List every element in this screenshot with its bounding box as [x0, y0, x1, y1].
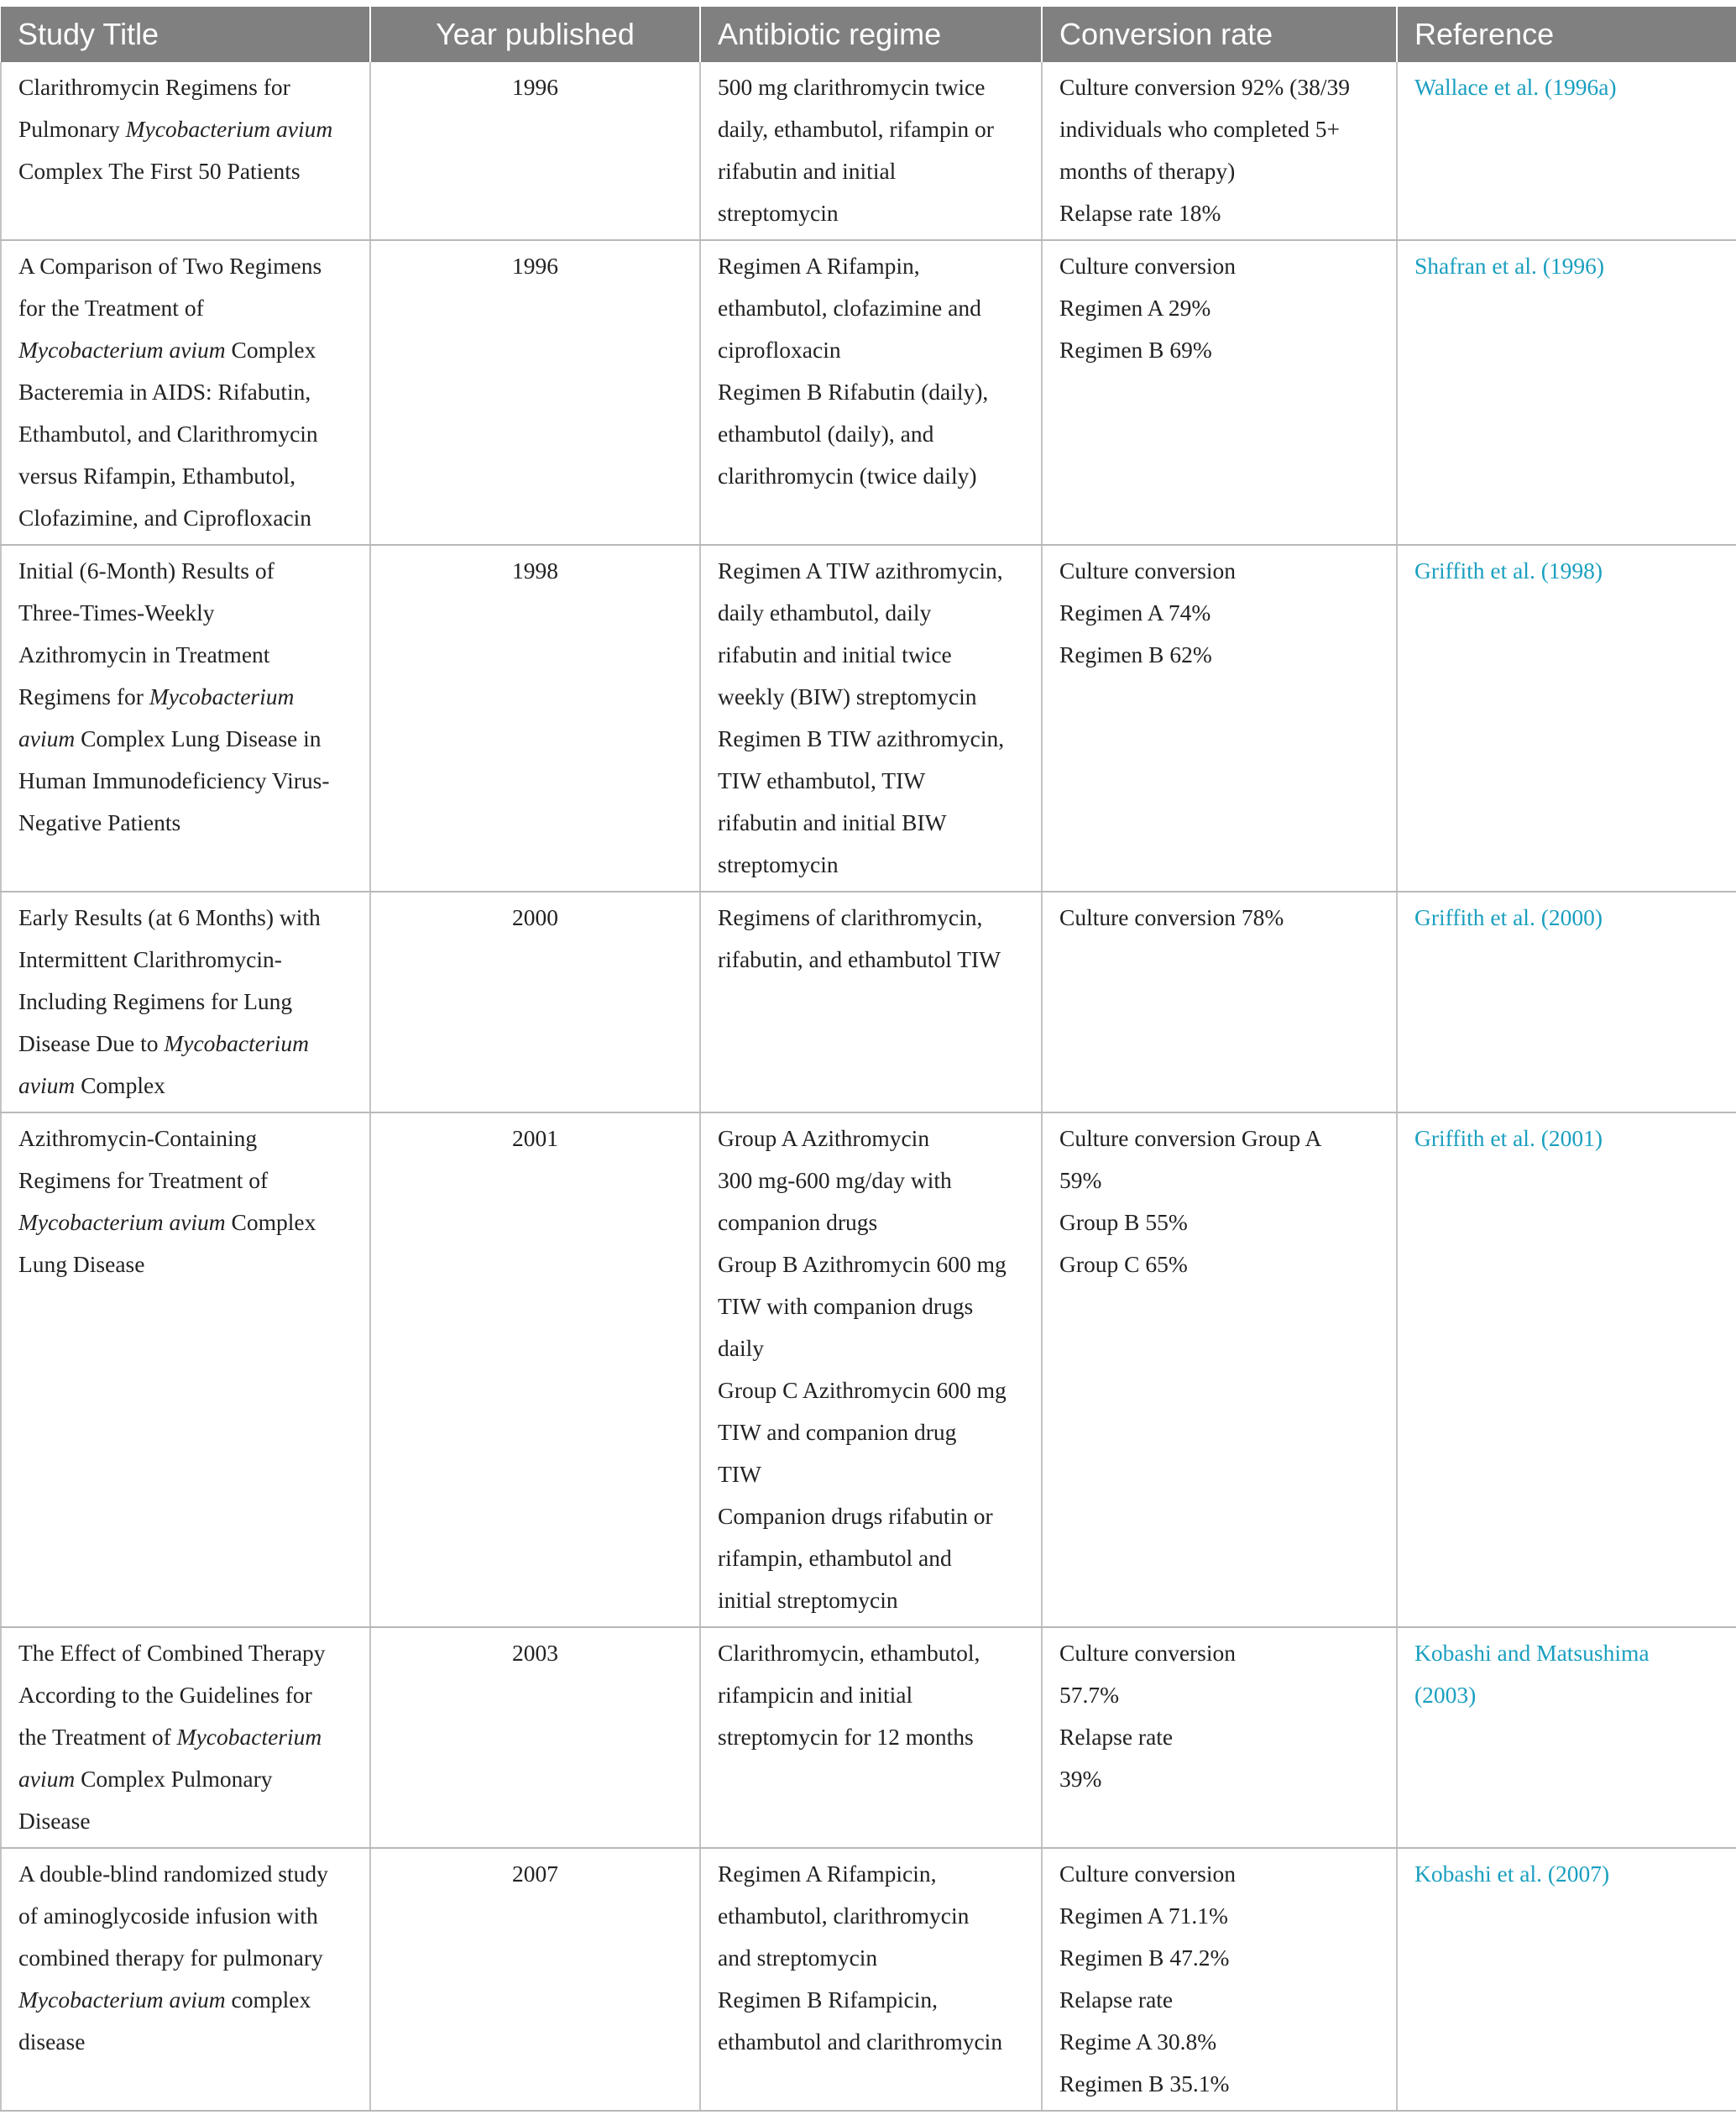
reference-link[interactable]	[1414, 1118, 1719, 1159]
cell-year-published: 1998	[370, 545, 700, 892]
cell-year-published: 2001	[370, 1112, 700, 1627]
conversion-line: Culture conversion 78%	[1059, 904, 1284, 930]
title-line: for the Treatment of	[18, 295, 204, 321]
title-line: Ethambutol, and Clarithromycin	[18, 421, 318, 447]
regime-line: daily	[718, 1335, 764, 1361]
cell-conversion-rate	[1042, 62, 1397, 240]
reference-link[interactable]	[1414, 1853, 1719, 1895]
regime-line: and streptomycin	[718, 1945, 878, 1971]
header-conversion-rate: Conversion rate	[1042, 7, 1397, 62]
header-year-published: Year published	[370, 7, 700, 62]
cell-study-title	[1, 1627, 370, 1848]
title-line: avium Complex Pulmonary	[18, 1766, 273, 1792]
regime-line: Companion drugs rifabutin or	[718, 1503, 993, 1529]
title-line: Regimens for Treatment of	[18, 1167, 269, 1193]
title-line: Mycobacterium avium complex	[18, 1987, 311, 2013]
regime-line: Regimen A TIW azithromycin,	[718, 557, 1003, 584]
title-line: Clarithromycin Regimens for	[18, 74, 290, 100]
header-antibiotic-regime: Antibiotic regime	[700, 7, 1042, 62]
title-line: Human Immunodeficiency Virus-	[18, 767, 330, 793]
conversion-line: Relapse rate 18%	[1059, 200, 1221, 226]
cell-reference	[1397, 62, 1736, 240]
cell-reference	[1397, 545, 1736, 892]
title-line: Disease	[18, 1808, 91, 1834]
title-line: The Effect of Combined Therapy	[18, 1640, 326, 1666]
conversion-line: Regimen A 74%	[1059, 599, 1211, 626]
regime-line: TIW with companion drugs	[718, 1293, 974, 1319]
conversion-line: Culture conversion 92% (38/39	[1059, 74, 1350, 100]
cell-antibiotic-regime	[700, 1627, 1042, 1848]
regime-line: ethambutol, clofazimine and	[718, 295, 981, 321]
reference-line: Griffith et al. (1998)	[1414, 557, 1603, 584]
regime-line: Regimen B Rifampicin,	[718, 1987, 938, 2013]
title-line: disease	[18, 2028, 86, 2055]
conversion-line: Culture conversion	[1059, 557, 1237, 584]
regime-line: Group C Azithromycin 600 mg	[718, 1377, 1007, 1403]
regime-line: rifampicin and initial	[718, 1682, 913, 1708]
regime-line: ethambutol, clarithromycin	[718, 1903, 970, 1929]
title-line: A double-blind randomized study	[18, 1861, 328, 1887]
regime-line: Clarithromycin, ethambutol,	[718, 1640, 980, 1666]
conversion-line: Regimen A 29%	[1059, 295, 1211, 321]
title-line: According to the Guidelines for	[18, 1682, 312, 1708]
regime-line: ethambutol (daily), and	[718, 421, 934, 447]
title-line: Pulmonary Mycobacterium avium	[18, 116, 333, 142]
table-row	[1, 1627, 1736, 1848]
reference-line: Kobashi et al. (2007)	[1414, 1861, 1610, 1887]
cell-study-title	[1, 1848, 370, 2111]
title-line: Including Regimens for Lung	[18, 988, 293, 1014]
title-line: Initial (6-Month) Results of	[18, 557, 275, 584]
table-header	[1, 7, 1736, 62]
reference-link[interactable]	[1414, 550, 1719, 592]
regime-line: streptomycin for 12 months	[718, 1724, 974, 1750]
conversion-line: Group B 55%	[1059, 1209, 1188, 1235]
reference-line: Shafran et al. (1996)	[1414, 253, 1605, 279]
regime-line: companion drugs	[718, 1209, 878, 1235]
title-line: combined therapy for pulmonary	[18, 1945, 323, 1971]
cell-study-title	[1, 1112, 370, 1627]
conversion-line: Regimen B 62%	[1059, 641, 1212, 667]
regime-line: Regimen A Rifampicin,	[718, 1861, 937, 1887]
title-line: Azithromycin-Containing	[18, 1125, 258, 1151]
conversion-line: Regimen B 69%	[1059, 337, 1212, 363]
conversion-line: Regime A 30.8%	[1059, 2028, 1217, 2055]
cell-conversion-rate	[1042, 1112, 1397, 1627]
table-row	[1, 545, 1736, 892]
regime-line: weekly (BIW) streptomycin	[718, 683, 977, 709]
regime-line: TIW	[718, 1461, 761, 1487]
cell-year-published: 1996	[370, 62, 700, 240]
conversion-line: Culture conversion	[1059, 253, 1237, 279]
conversion-line: individuals who completed 5+	[1059, 116, 1341, 142]
regime-line: Regimens of clarithromycin,	[718, 904, 983, 930]
cell-conversion-rate	[1042, 240, 1397, 545]
cell-antibiotic-regime	[700, 1848, 1042, 2111]
cell-conversion-rate	[1042, 892, 1397, 1112]
regime-line: streptomycin	[718, 851, 839, 877]
regime-line: Group B Azithromycin 600 mg	[718, 1251, 1007, 1277]
regime-line: clarithromycin (twice daily)	[718, 463, 977, 489]
regime-line: TIW ethambutol, TIW	[718, 767, 926, 793]
regime-line: rifabutin and initial twice	[718, 641, 952, 667]
header-study-title: Study Title	[1, 7, 370, 62]
regime-line: TIW and companion drug	[718, 1419, 957, 1445]
regime-line: daily ethambutol, daily	[718, 599, 932, 626]
cell-antibiotic-regime	[700, 1112, 1042, 1627]
cell-study-title	[1, 240, 370, 545]
table-row	[1, 892, 1736, 1112]
regime-line: Regimen B TIW azithromycin,	[718, 725, 1005, 751]
table-body	[1, 62, 1736, 2111]
regime-line: rifabutin and initial	[718, 158, 897, 184]
conversion-line: 57.7%	[1059, 1682, 1120, 1708]
regime-line: ethambutol and clarithromycin	[718, 2028, 1003, 2055]
cell-conversion-rate	[1042, 1627, 1397, 1848]
title-line: Complex The First 50 Patients	[18, 158, 301, 184]
regime-line: rifabutin, and ethambutol TIW	[718, 946, 1001, 972]
regime-line: rifabutin and initial BIW	[718, 809, 947, 835]
reference-line: Griffith et al. (2001)	[1414, 1125, 1603, 1151]
reference-line: Wallace et al. (1996a)	[1414, 74, 1617, 100]
conversion-line: Regimen B 35.1%	[1059, 2070, 1230, 2096]
reference-line: Griffith et al. (2000)	[1414, 904, 1603, 930]
cell-antibiotic-regime	[700, 62, 1042, 240]
regime-line: rifampin, ethambutol and	[718, 1545, 952, 1571]
title-line: Intermittent Clarithromycin-	[18, 946, 282, 972]
table-row	[1, 1112, 1736, 1627]
reference-link[interactable]	[1414, 245, 1719, 287]
regime-line: Regimen B Rifabutin (daily),	[718, 379, 989, 405]
cell-conversion-rate	[1042, 1848, 1397, 2111]
table-row	[1, 1848, 1736, 2111]
title-line: Three-Times-Weekly	[18, 599, 215, 626]
conversion-line: months of therapy)	[1059, 158, 1236, 184]
title-line: of aminoglycoside infusion with	[18, 1903, 318, 1929]
title-line: versus Rifampin, Ethambutol,	[18, 463, 295, 489]
reference-link[interactable]	[1414, 1632, 1719, 1716]
conversion-line: Relapse rate	[1059, 1987, 1174, 2013]
regime-line: initial streptomycin	[718, 1587, 898, 1613]
title-line: Mycobacterium avium Complex	[18, 1209, 316, 1235]
reference-link[interactable]	[1414, 66, 1719, 108]
cell-year-published: 2000	[370, 892, 700, 1112]
title-line: A Comparison of Two Regimens	[18, 253, 322, 279]
regime-line: 300 mg-600 mg/day with	[718, 1167, 952, 1193]
cell-reference	[1397, 1112, 1736, 1627]
cell-year-published: 2003	[370, 1627, 700, 1848]
studies-table	[0, 7, 1736, 2112]
regime-line: Group A Azithromycin	[718, 1125, 930, 1151]
cell-antibiotic-regime	[700, 545, 1042, 892]
cell-study-title	[1, 62, 370, 240]
cell-reference	[1397, 892, 1736, 1112]
cell-reference	[1397, 1848, 1736, 2111]
title-line: Bacteremia in AIDS: Rifabutin,	[18, 379, 311, 405]
reference-line: Kobashi and Matsushima	[1414, 1640, 1650, 1666]
table-row	[1, 62, 1736, 240]
conversion-line: 59%	[1059, 1167, 1102, 1193]
title-line: Early Results (at 6 Months) with	[18, 904, 321, 930]
title-line: Negative Patients	[18, 809, 181, 835]
cell-study-title	[1, 892, 370, 1112]
conversion-line: Relapse rate	[1059, 1724, 1174, 1750]
title-line: avium Complex	[18, 1072, 165, 1098]
regime-line: ciprofloxacin	[718, 337, 841, 363]
conversion-line: Culture conversion	[1059, 1861, 1237, 1887]
title-line: Clofazimine, and Ciprofloxacin	[18, 505, 312, 531]
title-line: the Treatment of Mycobacterium	[18, 1724, 322, 1750]
conversion-line: Culture conversion Group A	[1059, 1125, 1322, 1151]
regime-line: Regimen A Rifampin,	[718, 253, 920, 279]
title-line: Mycobacterium avium Complex	[18, 337, 316, 363]
title-line: Azithromycin in Treatment	[18, 641, 270, 667]
cell-reference	[1397, 240, 1736, 545]
conversion-line: Group C 65%	[1059, 1251, 1188, 1277]
reference-link[interactable]	[1414, 897, 1719, 939]
regime-line: 500 mg clarithromycin twice	[718, 74, 986, 100]
conversion-line: Culture conversion	[1059, 1640, 1237, 1666]
reference-line: (2003)	[1414, 1682, 1477, 1708]
cell-year-published: 1996	[370, 240, 700, 545]
cell-conversion-rate	[1042, 545, 1397, 892]
cell-antibiotic-regime	[700, 892, 1042, 1112]
title-line: Regimens for Mycobacterium	[18, 683, 295, 709]
title-line: avium Complex Lung Disease in	[18, 725, 322, 751]
regime-line: daily, ethambutol, rifampin or	[718, 116, 994, 142]
title-line: Disease Due to Mycobacterium	[18, 1030, 309, 1056]
conversion-line: Regimen B 47.2%	[1059, 1945, 1230, 1971]
conversion-line: Regimen A 71.1%	[1059, 1903, 1228, 1929]
header-row	[1, 7, 1736, 62]
header-reference: Reference	[1397, 7, 1736, 62]
conversion-line: 39%	[1059, 1766, 1102, 1792]
table-row	[1, 240, 1736, 545]
cell-reference	[1397, 1627, 1736, 1848]
regime-line: streptomycin	[718, 200, 839, 226]
title-line: Lung Disease	[18, 1251, 145, 1277]
cell-study-title	[1, 545, 370, 892]
cell-year-published: 2007	[370, 1848, 700, 2111]
cell-antibiotic-regime	[700, 240, 1042, 545]
